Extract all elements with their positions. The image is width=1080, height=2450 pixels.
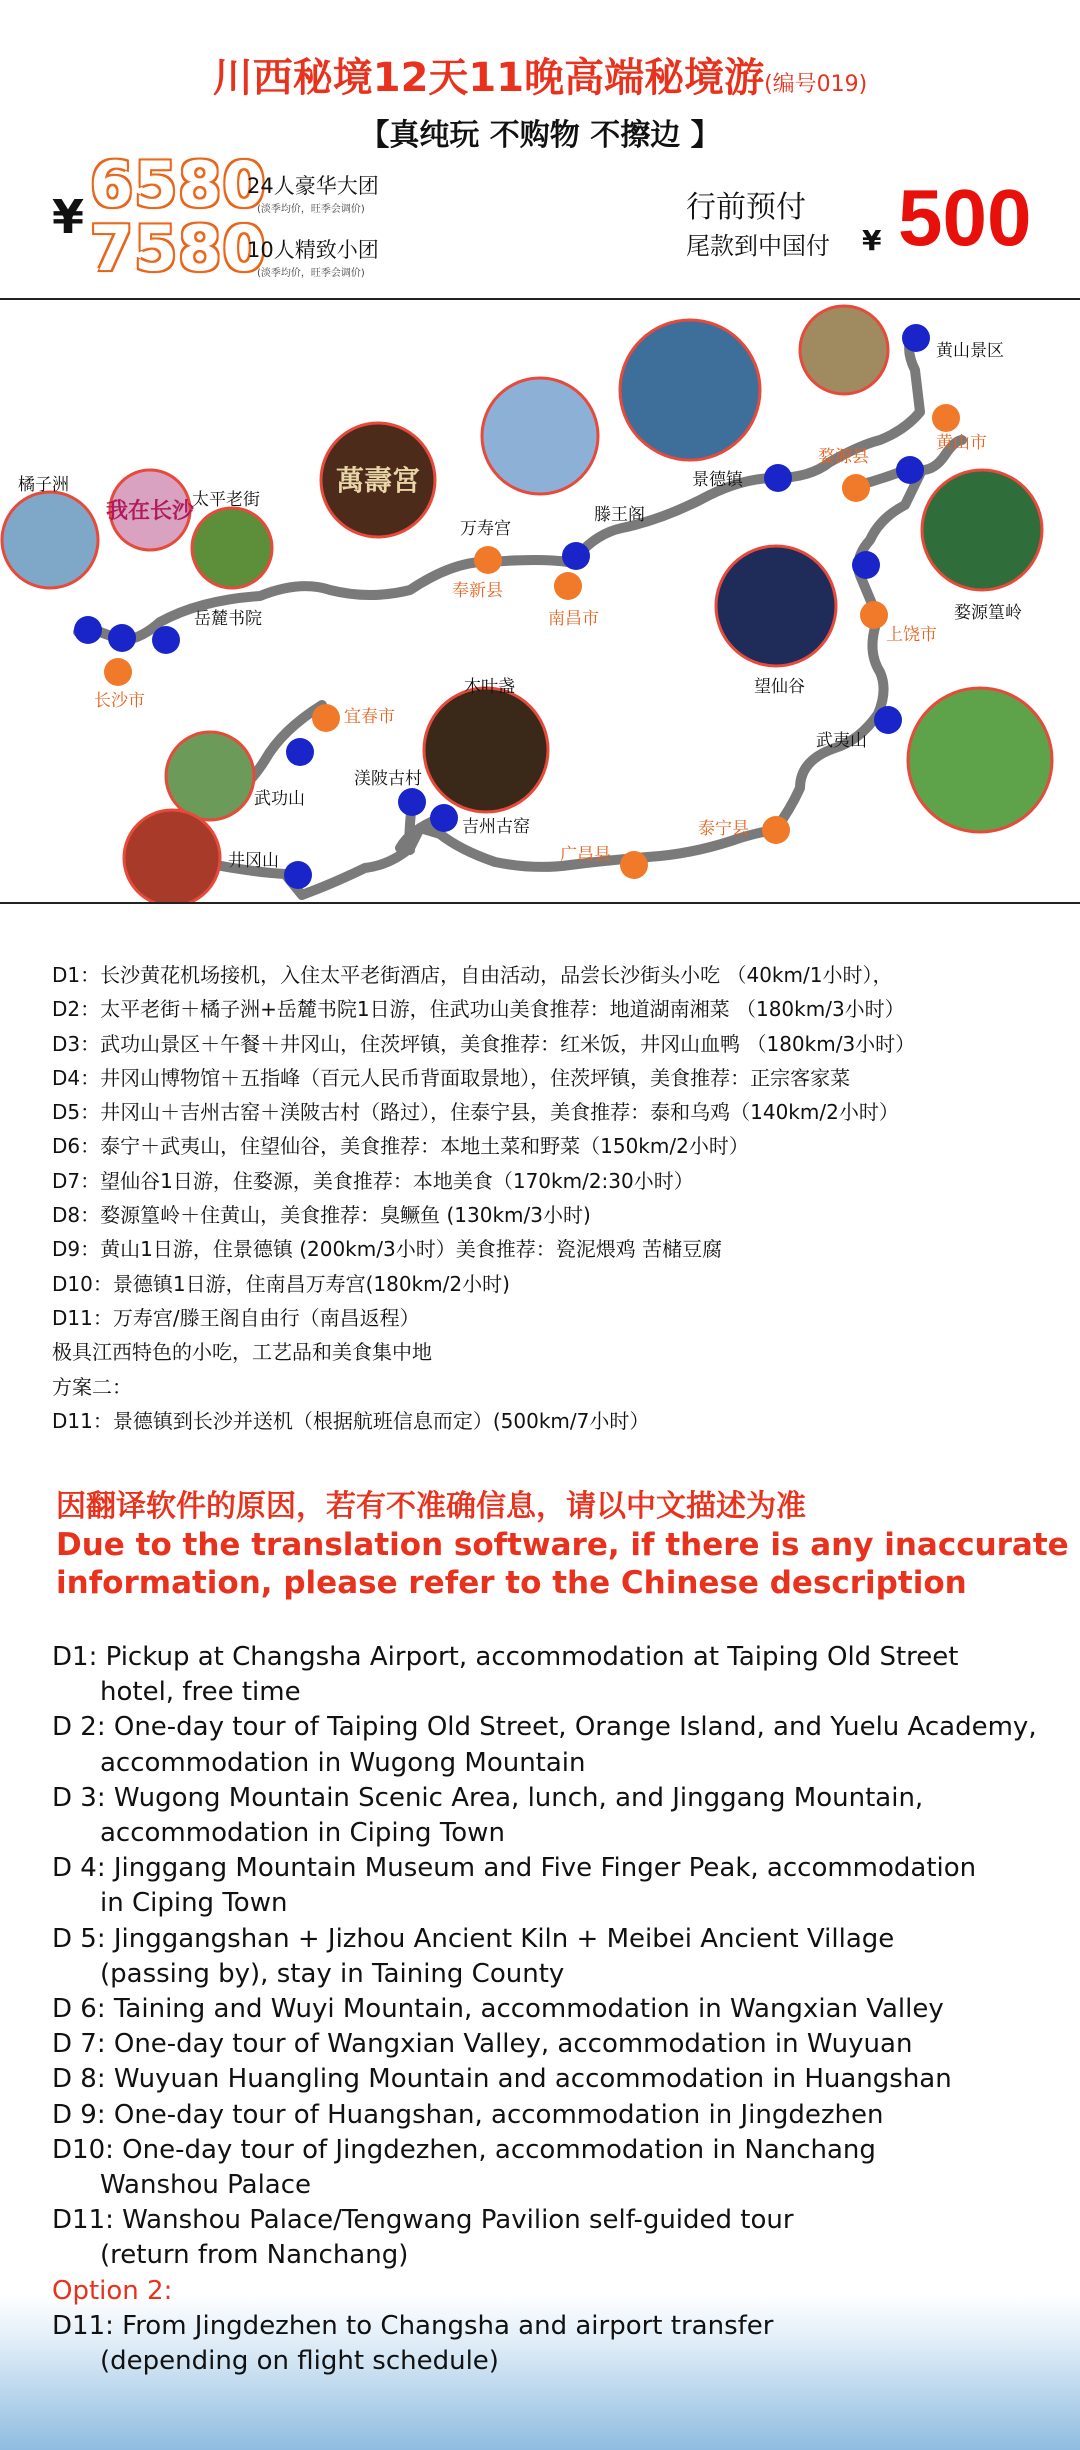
itinerary-en-line: Wanshou Palace <box>100 2170 312 2201</box>
marker-jinggangshan <box>284 861 312 889</box>
itinerary-en-line: D 4: Jinggang Mountain Museum and Five Finger Peak, accommodation <box>52 1853 977 1884</box>
label-muyezhan: 木叶盏 <box>464 677 515 697</box>
photo-huangshan <box>800 306 888 394</box>
notice-en-1: Due to the translation software, if there is any inaccurate <box>56 1527 1069 1563</box>
marker-taining <box>762 816 790 844</box>
marker-fengxin <box>474 546 502 574</box>
label-wangxiangu: 望仙谷 <box>754 677 805 697</box>
photo-wangxiangu <box>716 546 836 666</box>
itinerary-cn-line: D1：长沙黄花机场接机，入住太平老街酒店，自由活动，品尝长沙街头小吃 （40km/1小时）， <box>52 963 893 987</box>
photo-jingdezhen <box>620 320 760 460</box>
label-wuyishan: 武夷山 <box>816 731 867 751</box>
large-group-note: (淡季均价，旺季会调价) <box>257 204 365 215</box>
label-yichun: 宜春市 <box>344 707 395 727</box>
itinerary-en-line: D11: From Jingdezhen to Changsha and airport transfer <box>52 2310 774 2341</box>
tour-slogan: 【真纯玩 不购物 不擦边 】 <box>359 118 721 153</box>
marker-wugongshan <box>286 738 314 766</box>
itinerary-en-line: hotel, free time <box>100 1677 301 1708</box>
label-nanchang: 南昌市 <box>548 609 599 629</box>
itinerary-cn-line: D11：万寿宫/滕王阁自由行（南昌返程） <box>52 1305 420 1330</box>
notice-cn: 因翻译软件的原因，若有不准确信息，请以中文描述为准 <box>56 1489 806 1524</box>
deposit-currency: ¥ <box>862 224 882 257</box>
price-currency: ¥ <box>52 190 85 244</box>
itinerary-en-line: D 8: Wuyuan Huangling Mountain and accommodation in Huangshan <box>52 2064 952 2095</box>
photo-wuyishan <box>908 688 1052 832</box>
deposit-label: 行前预付 <box>686 190 806 225</box>
marker-jizhou <box>430 804 458 832</box>
itinerary-cn-line: 极具江西特色的小吃，工艺品和美食集中地 <box>52 1340 432 1365</box>
label-guangchang: 广昌县 <box>560 845 611 865</box>
photo-yuelu <box>192 508 272 588</box>
title-text: 川西秘境12天11晚高端秘境游 <box>212 55 765 101</box>
label-wuyuan: 婺源县 <box>818 447 869 467</box>
label-yuelu: 岳麓书院 <box>194 609 262 629</box>
marker-taiping <box>108 624 136 652</box>
label-wanshougong: 万寿宫 <box>460 519 511 539</box>
itinerary-en-line: accommodation in Ciping Town <box>100 1818 505 1849</box>
itinerary-en-line: D10: One-day tour of Jingdezhen, accommodation in Nanchang <box>52 2134 876 2165</box>
marker-wuyishan <box>874 706 902 734</box>
marker-changsha <box>104 658 132 686</box>
label-changsha: 长沙市 <box>94 691 145 711</box>
itinerary-en-line: (passing by), stay in Taining County <box>100 1958 565 1989</box>
marker-juzizhou <box>74 616 102 644</box>
itinerary-en-line: in Ciping Town <box>100 1888 288 1919</box>
itinerary-en-line: D 6: Taining and Wuyi Mountain, accommodation in Wangxian Valley <box>52 1994 944 2025</box>
label-taiping: 太平老街 <box>192 490 260 510</box>
photo-jinggangshan <box>124 810 220 902</box>
itinerary-cn-line: D5：井冈山＋吉州古窑＋渼陂古村（路过），住泰宁县，美食推荐：泰和乌鸡（140km/2小时） <box>52 1100 899 1125</box>
price-small-group: 7580 <box>90 212 267 285</box>
marker-meipi <box>398 788 426 816</box>
marker-tengwangge <box>562 542 590 570</box>
itinerary-cn <box>52 958 915 1438</box>
label-jinggangshan: 井冈山 <box>228 851 279 871</box>
photo-muyezhan <box>424 688 548 812</box>
itinerary-cn-line: D4：井冈山博物馆＋五指峰（百元人民币背面取景地），住茨坪镇，美食推荐：正宗客家菜 <box>52 1065 851 1090</box>
itinerary-cn-line: D3：武功山景区＋午餐＋井冈山，住茨坪镇，美食推荐：红米饭，井冈山血鸭 （180km/3小时） <box>52 1031 916 1056</box>
label-jingdezhen: 景德镇 <box>692 470 743 490</box>
translation-notice <box>56 1488 1069 1602</box>
itinerary-en-line: D1: Pickup at Changsha Airport, accommodation at Taiping Old Street <box>52 1642 959 1672</box>
photo-tengwangge <box>482 378 598 494</box>
itinerary-en-line: D 3: Wugong Mountain Scenic Area, lunch, and Jinggang Mountain, <box>52 1782 924 1813</box>
label-taining: 泰宁县 <box>698 819 749 839</box>
itinerary-en-line: accommodation in Wugong Mountain <box>100 1747 586 1778</box>
itinerary-en-line: D11: Wanshou Palace/Tengwang Pavilion self-guided tour <box>52 2205 794 2236</box>
page-title <box>0 46 1080 103</box>
marker-guangchang <box>620 851 648 879</box>
map-bottom-divider <box>0 902 1080 904</box>
price-large-group: 6580 <box>90 148 267 221</box>
marker-shangrao <box>860 601 888 629</box>
itinerary-cn-line: D11：景德镇到长沙并送机（根据航班信息而定）(500km/7小时） <box>52 1408 650 1433</box>
marker-yuelu <box>152 626 180 654</box>
small-group-note: (淡季均价，旺季会调价) <box>257 268 365 279</box>
small-group-label: 10人精致小团 <box>247 238 379 262</box>
marker-huangshan <box>902 324 930 352</box>
photo-wugongshan <box>166 732 254 820</box>
label-jizhou: 吉州古窑 <box>462 817 530 837</box>
sign-wanshougong: 萬壽宮 <box>335 464 421 497</box>
itinerary-en-line: (depending on flight schedule) <box>100 2346 499 2377</box>
option-heading: Option 2: <box>52 2275 173 2306</box>
deposit-amount: 500 <box>898 173 1032 262</box>
itinerary-cn-line: D2：太平老街＋橘子洲+岳麓书院1日游，住武功山美食推荐：地道湖南湘菜 （180km/3小时） <box>52 997 905 1022</box>
marker-huangshan-city <box>932 404 960 432</box>
marker-nanchang <box>554 572 582 600</box>
itinerary-en-line: D 9: One-day tour of Huangshan, accommodation in Jingdezhen <box>52 2099 884 2130</box>
balance-label: 尾款到中国付 <box>686 232 830 260</box>
route-map <box>0 300 1080 902</box>
itinerary-en-line: (return from Nanchang) <box>100 2240 409 2271</box>
label-wugongshan: 武功山 <box>254 789 305 809</box>
marker-yichun <box>312 704 340 732</box>
itinerary-en-line: D 5: Jinggangshan + Jizhou Ancient Kiln + Meibei Ancient Village <box>52 1923 895 1954</box>
label-huangshan-area: 黄山景区 <box>936 341 1004 361</box>
itinerary-cn-line: 方案二： <box>52 1374 132 1399</box>
photo-huangling <box>922 470 1042 590</box>
photo-juzizhou <box>2 492 98 588</box>
sign-woaichangsha: 我在长沙 <box>105 499 195 524</box>
marker-huangshan-2 <box>896 456 924 484</box>
tour-code: (编号019) <box>764 72 868 97</box>
label-shangrao: 上饶市 <box>886 625 937 645</box>
large-group-label: 24人豪华大团 <box>247 174 379 198</box>
itinerary-cn-line: D7：望仙谷1日游，住婺源，美食推荐：本地美食（170km/2:30小时） <box>52 1168 694 1193</box>
itinerary-cn-line: D10：景德镇1日游，住南昌万寿宫(180km/2小时) <box>52 1271 510 1296</box>
itinerary-cn-line: D8：婺源篁岭＋住黄山，美食推荐：臭鳜鱼 (130km/3小时) <box>52 1203 591 1228</box>
label-huangshan-city: 黄山市 <box>936 433 987 453</box>
itinerary-en-line: D 2: One-day tour of Taiping Old Street, Orange Island, and Yuelu Academy, <box>52 1712 1037 1743</box>
itinerary-en-line: D 7: One-day tour of Wangxian Valley, accommodation in Wuyuan <box>52 2029 913 2060</box>
label-juzizhou: 橘子洲 <box>18 475 69 495</box>
label-meipi: 渼陂古村 <box>354 769 422 789</box>
itinerary-cn-line: D6：泰宁＋武夷山，住望仙谷，美食推荐：本地土菜和野菜（150km/2小时） <box>52 1134 749 1159</box>
marker-huangling <box>852 551 880 579</box>
label-tengwangge: 滕王阁 <box>594 505 645 525</box>
label-fengxin: 奉新县 <box>452 581 503 601</box>
itinerary-en <box>52 1640 1037 2379</box>
label-huangling: 婺源篁岭 <box>954 603 1022 623</box>
marker-jingdezhen <box>764 464 792 492</box>
notice-en-2: information, please refer to the Chinese description <box>56 1565 967 1601</box>
itinerary-cn-line: D9：黄山1日游，住景德镇 (200km/3小时）美食推荐：瓷泥煨鸡 苦槠豆腐 <box>52 1237 723 1262</box>
marker-wuyuan <box>842 474 870 502</box>
